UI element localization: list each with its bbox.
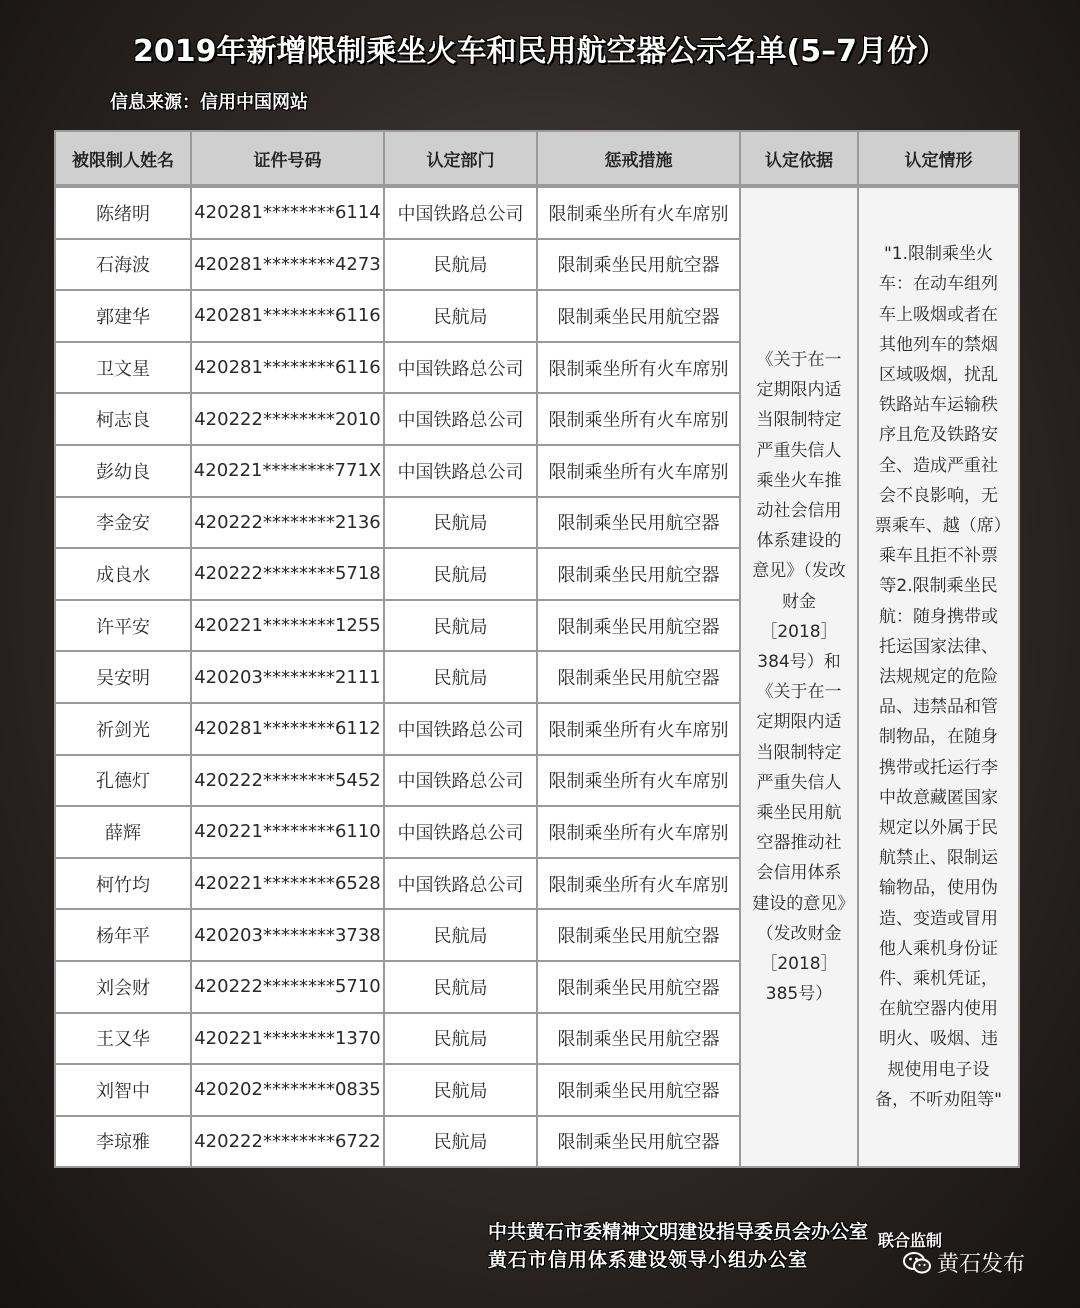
cell-department: 中国铁路总公司 [384,858,537,910]
cell-id-number: 420221********6528 [191,858,384,910]
cell-department: 民航局 [384,1013,537,1065]
cell-name: 成良水 [55,548,191,600]
cell-name: 薛辉 [55,806,191,858]
cell-department: 民航局 [384,909,537,961]
cell-name: 杨年平 [55,909,191,961]
cell-measure: 限制乘坐所有火车席别 [537,806,740,858]
brand-watermark [903,1247,1025,1278]
cell-department: 中国铁路总公司 [384,703,537,755]
cell-id-number: 420203********2111 [191,651,384,703]
cell-department: 中国铁路总公司 [384,755,537,807]
cell-name: 王又华 [55,1013,191,1065]
cell-name: 许平安 [55,600,191,652]
cell-name: 陈绪明 [55,186,191,239]
header-name: 被限制人姓名 [55,131,191,186]
cell-measure: 限制乘坐所有火车席别 [537,186,740,239]
cell-measure: 限制乘坐民用航空器 [537,1064,740,1116]
table-body [55,186,1019,1167]
cell-measure: 限制乘坐所有火车席别 [537,703,740,755]
cell-measure: 限制乘坐民用航空器 [537,909,740,961]
footer-org-1: 中共黄石市委精神文明建设指导委员会办公室 [488,1221,869,1243]
cell-measure: 限制乘坐所有火车席别 [537,393,740,445]
cell-measure: 限制乘坐所有火车席别 [537,858,740,910]
cell-measure: 限制乘坐民用航空器 [537,497,740,549]
cell-department: 民航局 [384,290,537,342]
cell-id-number: 420221********771X [191,445,384,497]
cell-department: 中国铁路总公司 [384,445,537,497]
cell-department: 中国铁路总公司 [384,342,537,394]
cell-id-number: 420202********0835 [191,1064,384,1116]
cell-measure: 限制乘坐民用航空器 [537,548,740,600]
cell-situation: "1.限制乘坐火车：在动车组列车上吸烟或者在其他列车的禁烟区域吸烟，扰乱铁路站车运输秩序且危及铁路安全、造成严重社会不良影响，无票乘车、越（席）乘车且拒不补票等2.限制乘坐民航：随身携带或托运国家法律、法规规定的危险品、违禁品和管制物品，在随身携带或托运行李中故意藏匿国家规定以外属于民航禁止、限制运输物品，使用伪造、变造或冒用他人乘机身份证件、乘机凭证，在航空器内使用明火、吸烟、违规使用电子设备，不听劝阻等" [858,186,1019,1167]
cell-name: 吴安明 [55,651,191,703]
cell-id-number: 420221********1370 [191,1013,384,1065]
cell-name: 孔德灯 [55,755,191,807]
table-header-row [55,131,1019,186]
restriction-table-container [54,130,1018,1168]
cell-name: 郭建华 [55,290,191,342]
cell-name: 祈剑光 [55,703,191,755]
cell-name: 石海波 [55,239,191,291]
cell-department: 民航局 [384,600,537,652]
cell-department: 中国铁路总公司 [384,393,537,445]
cell-department: 民航局 [384,497,537,549]
cell-department: 民航局 [384,1064,537,1116]
cell-id-number: 420281********4273 [191,239,384,291]
cell-department: 民航局 [384,548,537,600]
header-basis: 认定依据 [740,131,858,186]
cell-id-number: 420222********2136 [191,497,384,549]
table-row [55,186,1019,239]
header-id-number: 证件号码 [191,131,384,186]
cell-measure: 限制乘坐民用航空器 [537,1116,740,1168]
cell-name: 刘会财 [55,961,191,1013]
cell-id-number: 420221********6110 [191,806,384,858]
cell-department: 民航局 [384,651,537,703]
cell-measure: 限制乘坐所有火车席别 [537,342,740,394]
cell-measure: 限制乘坐民用航空器 [537,1013,740,1065]
cell-basis: 《关于在一定期限内适当限制特定严重失信人乘坐火车推动社会信用体系建设的意见》（发改财金［2018］384号）和《关于在一定期限内适当限制特定严重失信人乘坐民用航空器推动社会信用体系建设的意见》（发改财金［2018］385号） [740,186,858,1167]
cell-id-number: 420222********5710 [191,961,384,1013]
cell-name: 李琼雅 [55,1116,191,1168]
cell-name: 刘智中 [55,1064,191,1116]
cell-name: 彭幼良 [55,445,191,497]
cell-id-number: 420281********6116 [191,342,384,394]
cell-name: 李金安 [55,497,191,549]
cell-department: 中国铁路总公司 [384,806,537,858]
cell-measure: 限制乘坐所有火车席别 [537,755,740,807]
header-measure: 惩戒措施 [537,131,740,186]
cell-department: 民航局 [384,1116,537,1168]
header-situation: 认定情形 [858,131,1019,186]
cell-id-number: 420281********6116 [191,290,384,342]
cell-department: 民航局 [384,961,537,1013]
footer-org-2: 黄石市信用体系建设领导小组办公室 [488,1249,809,1271]
cell-measure: 限制乘坐民用航空器 [537,651,740,703]
cell-id-number: 420222********5452 [191,755,384,807]
cell-measure: 限制乘坐所有火车席别 [537,445,740,497]
cell-id-number: 420222********2010 [191,393,384,445]
page-title: 2019年新增限制乘坐火车和民用航空器公示名单(5–7月份） [133,34,947,69]
cell-id-number: 420222********6722 [191,1116,384,1168]
cell-id-number: 420281********6112 [191,703,384,755]
cell-department: 民航局 [384,239,537,291]
cell-id-number: 420222********5718 [191,548,384,600]
cell-id-number: 420221********1255 [191,600,384,652]
cell-id-number: 420281********6114 [191,186,384,239]
cell-name: 柯竹均 [55,858,191,910]
cell-id-number: 420203********3738 [191,909,384,961]
info-source: 信息来源：信用中国网站 [110,92,308,113]
footer-joint-label: 联合监制 [878,1231,943,1250]
restriction-table [54,130,1020,1168]
cell-name: 卫文星 [55,342,191,394]
header-department: 认定部门 [384,131,537,186]
cell-department: 中国铁路总公司 [384,186,537,239]
cell-measure: 限制乘坐民用航空器 [537,600,740,652]
cell-measure: 限制乘坐民用航空器 [537,961,740,1013]
cell-measure: 限制乘坐民用航空器 [537,239,740,291]
brand-name: 黄石发布 [937,1252,1026,1277]
cell-name: 柯志良 [55,393,191,445]
wechat-icon [903,1251,931,1275]
cell-measure: 限制乘坐民用航空器 [537,290,740,342]
